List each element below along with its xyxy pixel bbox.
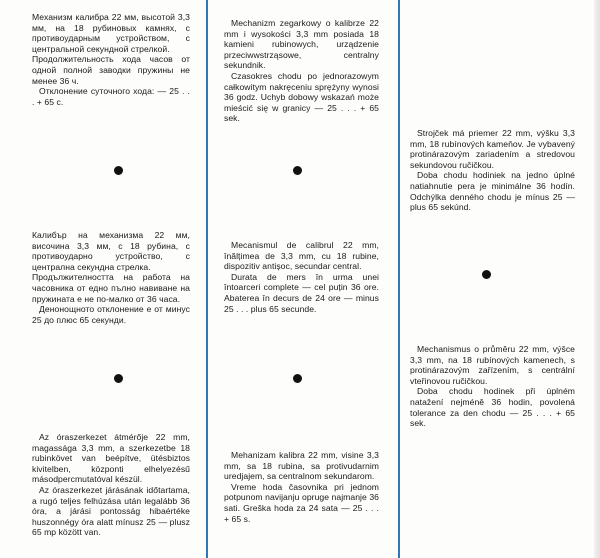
paragraph: Czasokres chodu po jednorazowym całkowitym nakręceniu sprężyny wynosi 36 godz. Uchyb dobowy wskazań może mieścić się w granicy — 25 . . . + 65 sek. <box>224 70 379 124</box>
column-divider <box>398 0 400 558</box>
paragraph: Mechanizm zegarkowy o kalibrze 22 mm i wysokości 3,3 mm posiada 18 kamieni rubinowych, urządzenie przeciwwstrząsowe, centralny sekundnik. <box>224 18 379 71</box>
text-block-czech <box>410 344 575 429</box>
paragraph: Az óraszerkezet átmérője 22 mm, magassága 3,3 mm, a szerkezetbe 18 rubinkövet van beépítve, ütésbiztos kivitelben, központi elhelyezésű másodpercmutatóval készül. <box>32 432 190 485</box>
paragraph: Doba chodu hodiniek na jedno úplné natiahnutie pera je minimálne 36 hodín. Odchýlka denného chodu je mínus 25 — plus 65 sekúnd. <box>410 170 575 213</box>
paragraph: Денонощното отклонение е от минус 25 до плюс 65 секунди. <box>32 304 190 325</box>
paragraph: Отклонение суточного хода: — 25 . . . + 65 с. <box>32 86 190 107</box>
bullet-dot <box>114 374 123 383</box>
bullet-dot <box>293 374 302 383</box>
paragraph: Mehanizam kalibra 22 mm, visine 3,3 mm, sa 18 rubina, sa protivudarnim uredjajem, sa centralnom sekundarom. <box>224 450 379 482</box>
bullet-dot <box>293 166 302 175</box>
column-divider <box>206 0 208 558</box>
paragraph: Mechanismus o průměru 22 mm, výšce 3,3 mm, na 18 rubínových kamenech, s protinárazovým zařízením, s centrální vteřinovou ručičkou. <box>410 344 575 386</box>
paragraph: Doba chodu hodinek při úplném natažení nejméně 36 hodin, povolená tolerance za den chodu — 25 . . . + 65 sek. <box>410 386 575 429</box>
paragraph: Vreme hoda časovnika pri jednom potpunom navijanju opruge najmanje 36 sati. Greška hoda za 24 sata — 25 . . . + 65 s. <box>224 481 379 524</box>
paragraph: Калибър на механизма 22 мм, височина 3,3 мм, с 18 рубина, с противоударно устройство, с централна секундна стрелка. <box>32 230 190 272</box>
paragraph: Механизм калибра 22 мм, высотой 3,3 мм, на 18 рубиновых камнях, с противоударным устройством, с центральной секундной стрелкой. <box>32 12 190 54</box>
text-block-romanian <box>224 240 379 314</box>
paragraph: Az óraszerkezet járásának időtartama, a rugó teljes felhúzása után legalább 36 óra, a járási pontosság hibaértéke huszonnégy óra alatt mínusz 25 — plusz 65 mp között van. <box>32 484 190 538</box>
text-block-bulgarian <box>32 230 190 325</box>
paragraph: Продължителността на работа на часовника от едно пълно навиване на пружината е не по-малко от 36 часа. <box>32 272 190 304</box>
text-block-russian <box>32 12 190 107</box>
paragraph: Mecanismul de calibrul 22 mm, înălțimea de 3,3 mm, cu 18 rubine, dispozitiv antișoc, secundar central. <box>224 240 379 272</box>
paragraph: Durata de mers în urma unei întoarceri complete — cel puțin 36 ore. Abaterea în decurs de 24 ore — minus 25 . . . plus 65 secunde. <box>224 271 379 314</box>
paragraph: Strojček má priemer 22 mm, výšku 3,3 mm, 18 rubínových kameňov. Je vybavený protinárazovým zariadením a stredovou sekundovou ručičkou. <box>410 128 575 170</box>
bullet-dot <box>482 270 491 279</box>
paragraph: Продолжительность хода часов от одной полной заводки пружины не менее 36 ч. <box>32 54 190 86</box>
text-block-serbo-croatian <box>224 450 379 524</box>
bullet-dot <box>114 166 123 175</box>
text-block-polish <box>224 18 379 124</box>
text-block-hungarian <box>32 432 190 538</box>
text-block-slovak <box>410 128 575 213</box>
